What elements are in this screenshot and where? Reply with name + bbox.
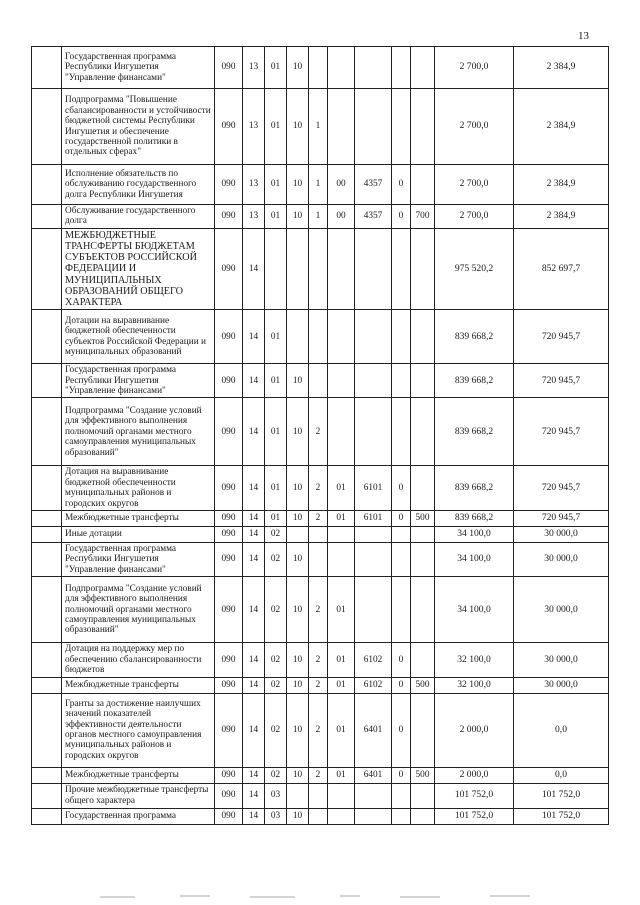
code-cell bbox=[392, 543, 411, 577]
row-name-cell: Дотация на выравнивание бюджетной обеспеченности муниципальных районов и городских округов bbox=[62, 466, 215, 511]
amount-planned-cell: 2 700,0 bbox=[435, 89, 514, 165]
row-name-cell: Подпрограмма "Повышение сбалансированности и устойчивости бюджетной системы Республики Ингушетия и обеспечение государственной политики в отдельных сферах" bbox=[62, 89, 215, 165]
code-cell: 0 bbox=[392, 643, 411, 677]
row-margin-cell bbox=[32, 643, 62, 677]
code-cell: 14 bbox=[243, 577, 265, 643]
row-margin-cell bbox=[32, 783, 62, 808]
row-margin-cell bbox=[32, 577, 62, 643]
row-name-cell: Межбюджетные трансферты bbox=[62, 511, 215, 527]
row-margin-cell bbox=[32, 364, 62, 398]
code-cell: 02 bbox=[265, 543, 287, 577]
table-row bbox=[32, 228, 609, 309]
code-cell bbox=[392, 783, 411, 808]
code-cell: 13 bbox=[243, 47, 265, 89]
row-margin-cell bbox=[32, 527, 62, 543]
row-name-cell: МЕЖБЮДЖЕТНЫЕ ТРАНСФЕРТЫ БЮДЖЕТАМ СУБЪЕКТОВ РОССИЙСКОЙ ФЕДЕРАЦИИ И МУНИЦИПАЛЬНЫХ ОБРАЗОВАНИЙ ОБЩЕГО ХАРАКТЕРА bbox=[62, 228, 215, 309]
amount-actual-cell: 101 752,0 bbox=[514, 808, 609, 824]
amount-actual-cell: 0,0 bbox=[514, 693, 609, 767]
code-cell bbox=[355, 228, 392, 309]
code-cell: 090 bbox=[215, 398, 243, 466]
code-cell bbox=[392, 364, 411, 398]
code-cell bbox=[309, 310, 328, 364]
code-cell bbox=[392, 228, 411, 309]
code-cell bbox=[355, 543, 392, 577]
code-cell: 10 bbox=[287, 808, 309, 824]
scan-artifact bbox=[60, 893, 580, 899]
code-cell bbox=[411, 310, 435, 364]
code-cell: 14 bbox=[243, 767, 265, 783]
code-cell: 02 bbox=[265, 677, 287, 693]
code-cell bbox=[411, 693, 435, 767]
code-cell bbox=[392, 310, 411, 364]
row-margin-cell bbox=[32, 228, 62, 309]
table-row bbox=[32, 677, 609, 693]
amount-planned-cell: 975 520,2 bbox=[435, 228, 514, 309]
code-cell: 090 bbox=[215, 228, 243, 309]
code-cell bbox=[411, 364, 435, 398]
code-cell bbox=[328, 89, 355, 165]
code-cell: 10 bbox=[287, 577, 309, 643]
code-cell: 6101 bbox=[355, 466, 392, 511]
code-cell bbox=[328, 808, 355, 824]
code-cell: 02 bbox=[265, 577, 287, 643]
row-name-cell: Иные дотации bbox=[62, 527, 215, 543]
code-cell: 0 bbox=[392, 511, 411, 527]
row-margin-cell bbox=[32, 543, 62, 577]
code-cell bbox=[355, 310, 392, 364]
code-cell: 090 bbox=[215, 643, 243, 677]
table-row bbox=[32, 643, 609, 677]
code-cell: 0 bbox=[392, 767, 411, 783]
amount-planned-cell: 839 668,2 bbox=[435, 364, 514, 398]
row-name-cell: Дотации на выравнивание бюджетной обеспеченности субъектов Российской Федерации и муниципальных образований bbox=[62, 310, 215, 364]
code-cell: 0 bbox=[392, 677, 411, 693]
table-row bbox=[32, 47, 609, 89]
code-cell: 10 bbox=[287, 677, 309, 693]
code-cell: 14 bbox=[243, 364, 265, 398]
amount-actual-cell: 2 384,9 bbox=[514, 89, 609, 165]
code-cell: 500 bbox=[411, 767, 435, 783]
table-row bbox=[32, 466, 609, 511]
code-cell bbox=[287, 310, 309, 364]
code-cell: 00 bbox=[328, 165, 355, 205]
amount-actual-cell: 101 752,0 bbox=[514, 783, 609, 808]
row-margin-cell bbox=[32, 310, 62, 364]
table-row bbox=[32, 205, 609, 229]
row-name-cell: Государственная программа Республики Ингушетия "Управление финансами" bbox=[62, 364, 215, 398]
code-cell: 090 bbox=[215, 543, 243, 577]
table-row bbox=[32, 310, 609, 364]
code-cell: 090 bbox=[215, 310, 243, 364]
row-margin-cell bbox=[32, 808, 62, 824]
code-cell: 14 bbox=[243, 783, 265, 808]
amount-actual-cell: 2 384,9 bbox=[514, 165, 609, 205]
code-cell: 2 bbox=[309, 466, 328, 511]
code-cell: 02 bbox=[265, 767, 287, 783]
code-cell: 090 bbox=[215, 577, 243, 643]
amount-planned-cell: 32 100,0 bbox=[435, 643, 514, 677]
code-cell: 4357 bbox=[355, 165, 392, 205]
amount-actual-cell: 720 945,7 bbox=[514, 511, 609, 527]
row-margin-cell bbox=[32, 165, 62, 205]
code-cell bbox=[328, 228, 355, 309]
code-cell bbox=[411, 543, 435, 577]
row-name-cell: Государственная программа Республики Ингушетия "Управление финансами" bbox=[62, 543, 215, 577]
code-cell: 2 bbox=[309, 577, 328, 643]
code-cell: 2 bbox=[309, 693, 328, 767]
code-cell: 13 bbox=[243, 89, 265, 165]
row-margin-cell bbox=[32, 205, 62, 229]
code-cell bbox=[328, 364, 355, 398]
code-cell: 01 bbox=[328, 511, 355, 527]
amount-planned-cell: 2 000,0 bbox=[435, 767, 514, 783]
table-row bbox=[32, 165, 609, 205]
table-row bbox=[32, 783, 609, 808]
amount-planned-cell: 839 668,2 bbox=[435, 398, 514, 466]
code-cell: 10 bbox=[287, 693, 309, 767]
code-cell: 2 bbox=[309, 511, 328, 527]
table-row bbox=[32, 693, 609, 767]
row-name-cell: Подпрограмма "Создание условий для эффективного выполнения полномочий органами местного самоуправления муниципальных образований" bbox=[62, 577, 215, 643]
amount-planned-cell: 839 668,2 bbox=[435, 466, 514, 511]
row-name-cell: Подпрограмма "Создание условий для эффективного выполнения полномочий органами местного самоуправления муниципальных образований" bbox=[62, 398, 215, 466]
code-cell bbox=[411, 165, 435, 205]
code-cell: 10 bbox=[287, 205, 309, 229]
amount-actual-cell: 2 384,9 bbox=[514, 47, 609, 89]
code-cell bbox=[411, 783, 435, 808]
table-row bbox=[32, 364, 609, 398]
code-cell: 6401 bbox=[355, 693, 392, 767]
amount-actual-cell: 30 000,0 bbox=[514, 543, 609, 577]
code-cell: 2 bbox=[309, 677, 328, 693]
code-cell: 01 bbox=[265, 165, 287, 205]
code-cell bbox=[309, 783, 328, 808]
code-cell: 01 bbox=[328, 643, 355, 677]
code-cell: 4357 bbox=[355, 205, 392, 229]
code-cell bbox=[411, 643, 435, 677]
row-name-cell: Исполнение обязательств по обслуживанию государственного долга Республики Ингушетия bbox=[62, 165, 215, 205]
amount-planned-cell: 34 100,0 bbox=[435, 527, 514, 543]
code-cell: 090 bbox=[215, 808, 243, 824]
code-cell: 14 bbox=[243, 398, 265, 466]
code-cell: 14 bbox=[243, 808, 265, 824]
table-row bbox=[32, 543, 609, 577]
code-cell: 10 bbox=[287, 543, 309, 577]
code-cell: 090 bbox=[215, 89, 243, 165]
code-cell bbox=[392, 89, 411, 165]
code-cell bbox=[355, 808, 392, 824]
row-name-cell: Гранты за достижение наилучших значений показателей эффективности деятельности органов местного самоуправления муниципальных районов и городских округов bbox=[62, 693, 215, 767]
code-cell: 2 bbox=[309, 398, 328, 466]
amount-planned-cell: 32 100,0 bbox=[435, 677, 514, 693]
amount-planned-cell: 34 100,0 bbox=[435, 543, 514, 577]
code-cell: 01 bbox=[328, 677, 355, 693]
code-cell bbox=[355, 783, 392, 808]
code-cell bbox=[411, 577, 435, 643]
amount-planned-cell: 2 000,0 bbox=[435, 693, 514, 767]
row-name-cell: Обслуживание государственного долга bbox=[62, 205, 215, 229]
code-cell: 500 bbox=[411, 677, 435, 693]
code-cell bbox=[392, 808, 411, 824]
code-cell: 090 bbox=[215, 693, 243, 767]
amount-planned-cell: 839 668,2 bbox=[435, 511, 514, 527]
code-cell bbox=[265, 228, 287, 309]
code-cell: 01 bbox=[265, 364, 287, 398]
amount-actual-cell: 0,0 bbox=[514, 767, 609, 783]
code-cell bbox=[309, 364, 328, 398]
amount-actual-cell: 30 000,0 bbox=[514, 677, 609, 693]
code-cell: 6102 bbox=[355, 643, 392, 677]
amount-actual-cell: 720 945,7 bbox=[514, 466, 609, 511]
code-cell: 1 bbox=[309, 165, 328, 205]
code-cell: 01 bbox=[265, 466, 287, 511]
code-cell bbox=[392, 47, 411, 89]
code-cell: 0 bbox=[392, 205, 411, 229]
code-cell: 090 bbox=[215, 364, 243, 398]
row-margin-cell bbox=[32, 89, 62, 165]
code-cell: 14 bbox=[243, 643, 265, 677]
row-name-cell: Прочие межбюджетные трансферты общего характера bbox=[62, 783, 215, 808]
amount-planned-cell: 839 668,2 bbox=[435, 310, 514, 364]
table-row bbox=[32, 527, 609, 543]
code-cell: 10 bbox=[287, 511, 309, 527]
code-cell: 14 bbox=[243, 693, 265, 767]
code-cell: 090 bbox=[215, 527, 243, 543]
code-cell bbox=[392, 527, 411, 543]
code-cell: 090 bbox=[215, 466, 243, 511]
code-cell bbox=[287, 783, 309, 808]
code-cell: 02 bbox=[265, 527, 287, 543]
code-cell: 6102 bbox=[355, 677, 392, 693]
amount-planned-cell: 101 752,0 bbox=[435, 808, 514, 824]
code-cell: 01 bbox=[265, 89, 287, 165]
code-cell: 14 bbox=[243, 543, 265, 577]
code-cell bbox=[355, 527, 392, 543]
code-cell bbox=[328, 398, 355, 466]
code-cell: 02 bbox=[265, 693, 287, 767]
amount-actual-cell: 30 000,0 bbox=[514, 527, 609, 543]
amount-planned-cell: 34 100,0 bbox=[435, 577, 514, 643]
code-cell bbox=[309, 808, 328, 824]
code-cell: 10 bbox=[287, 767, 309, 783]
code-cell: 02 bbox=[265, 643, 287, 677]
code-cell: 0 bbox=[392, 466, 411, 511]
code-cell: 500 bbox=[411, 511, 435, 527]
table-row bbox=[32, 577, 609, 643]
row-name-cell: Межбюджетные трансферты bbox=[62, 677, 215, 693]
code-cell: 03 bbox=[265, 783, 287, 808]
code-cell: 10 bbox=[287, 466, 309, 511]
code-cell: 01 bbox=[328, 577, 355, 643]
code-cell bbox=[355, 398, 392, 466]
row-name-cell: Межбюджетные трансферты bbox=[62, 767, 215, 783]
row-margin-cell bbox=[32, 767, 62, 783]
code-cell: 090 bbox=[215, 165, 243, 205]
code-cell: 14 bbox=[243, 310, 265, 364]
code-cell: 090 bbox=[215, 677, 243, 693]
code-cell bbox=[309, 527, 328, 543]
code-cell: 2 bbox=[309, 767, 328, 783]
code-cell: 090 bbox=[215, 47, 243, 89]
code-cell: 01 bbox=[265, 205, 287, 229]
code-cell: 0 bbox=[392, 165, 411, 205]
code-cell bbox=[355, 577, 392, 643]
amount-actual-cell: 720 945,7 bbox=[514, 364, 609, 398]
code-cell bbox=[392, 577, 411, 643]
code-cell bbox=[392, 398, 411, 466]
code-cell bbox=[411, 398, 435, 466]
code-cell bbox=[411, 466, 435, 511]
code-cell bbox=[411, 808, 435, 824]
amount-actual-cell: 852 697,7 bbox=[514, 228, 609, 309]
code-cell bbox=[309, 543, 328, 577]
amount-actual-cell: 2 384,9 bbox=[514, 205, 609, 229]
row-margin-cell bbox=[32, 693, 62, 767]
row-margin-cell bbox=[32, 47, 62, 89]
code-cell bbox=[355, 364, 392, 398]
code-cell: 01 bbox=[265, 398, 287, 466]
code-cell bbox=[309, 228, 328, 309]
code-cell bbox=[287, 527, 309, 543]
code-cell: 2 bbox=[309, 643, 328, 677]
code-cell: 13 bbox=[243, 205, 265, 229]
code-cell bbox=[287, 228, 309, 309]
code-cell: 01 bbox=[328, 767, 355, 783]
code-cell: 01 bbox=[265, 511, 287, 527]
code-cell: 03 bbox=[265, 808, 287, 824]
code-cell: 090 bbox=[215, 205, 243, 229]
code-cell bbox=[328, 783, 355, 808]
code-cell: 10 bbox=[287, 47, 309, 89]
code-cell bbox=[411, 47, 435, 89]
amount-actual-cell: 30 000,0 bbox=[514, 577, 609, 643]
code-cell: 700 bbox=[411, 205, 435, 229]
table-row bbox=[32, 89, 609, 165]
code-cell: 10 bbox=[287, 643, 309, 677]
amount-actual-cell: 720 945,7 bbox=[514, 310, 609, 364]
amount-actual-cell: 720 945,7 bbox=[514, 398, 609, 466]
code-cell: 00 bbox=[328, 205, 355, 229]
table-row bbox=[32, 398, 609, 466]
amount-actual-cell: 30 000,0 bbox=[514, 643, 609, 677]
code-cell: 14 bbox=[243, 466, 265, 511]
code-cell: 14 bbox=[243, 677, 265, 693]
code-cell: 01 bbox=[328, 693, 355, 767]
amount-planned-cell: 2 700,0 bbox=[435, 205, 514, 229]
code-cell: 6101 bbox=[355, 511, 392, 527]
code-cell: 01 bbox=[265, 47, 287, 89]
code-cell bbox=[355, 89, 392, 165]
code-cell: 10 bbox=[287, 398, 309, 466]
code-cell: 090 bbox=[215, 783, 243, 808]
code-cell: 090 bbox=[215, 511, 243, 527]
row-name-cell: Дотация на поддержку мер по обеспечению сбалансированности бюджетов bbox=[62, 643, 215, 677]
table-body bbox=[32, 47, 609, 825]
code-cell: 090 bbox=[215, 767, 243, 783]
row-margin-cell bbox=[32, 511, 62, 527]
code-cell bbox=[328, 543, 355, 577]
code-cell: 0 bbox=[392, 693, 411, 767]
code-cell: 10 bbox=[287, 364, 309, 398]
code-cell: 01 bbox=[328, 466, 355, 511]
row-name-cell: Государственная программа bbox=[62, 808, 215, 824]
code-cell bbox=[411, 89, 435, 165]
page-number: 13 bbox=[578, 30, 589, 42]
code-cell: 14 bbox=[243, 228, 265, 309]
budget-table bbox=[31, 46, 609, 825]
code-cell: 6401 bbox=[355, 767, 392, 783]
code-cell bbox=[328, 310, 355, 364]
amount-planned-cell: 2 700,0 bbox=[435, 47, 514, 89]
code-cell: 14 bbox=[243, 511, 265, 527]
row-margin-cell bbox=[32, 398, 62, 466]
amount-planned-cell: 2 700,0 bbox=[435, 165, 514, 205]
code-cell: 13 bbox=[243, 165, 265, 205]
code-cell bbox=[411, 527, 435, 543]
amount-planned-cell: 101 752,0 bbox=[435, 783, 514, 808]
table-row bbox=[32, 808, 609, 824]
code-cell: 01 bbox=[265, 310, 287, 364]
row-name-cell: Государственная программа Республики Ингушетия "Управление финансами" bbox=[62, 47, 215, 89]
row-margin-cell bbox=[32, 677, 62, 693]
code-cell bbox=[328, 47, 355, 89]
code-cell bbox=[309, 47, 328, 89]
code-cell bbox=[355, 47, 392, 89]
code-cell bbox=[411, 228, 435, 309]
row-margin-cell bbox=[32, 466, 62, 511]
table-row bbox=[32, 767, 609, 783]
table-row bbox=[32, 511, 609, 527]
code-cell: 1 bbox=[309, 89, 328, 165]
code-cell: 1 bbox=[309, 205, 328, 229]
code-cell bbox=[328, 527, 355, 543]
code-cell: 10 bbox=[287, 89, 309, 165]
code-cell: 10 bbox=[287, 165, 309, 205]
code-cell: 14 bbox=[243, 527, 265, 543]
